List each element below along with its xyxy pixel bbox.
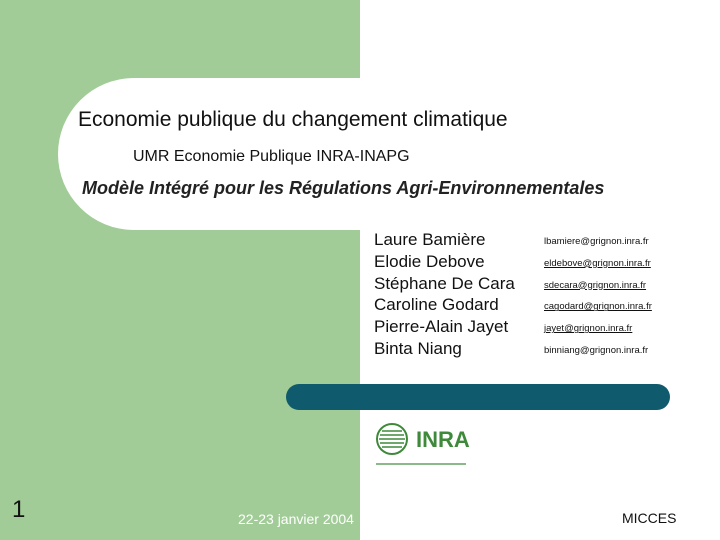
person-name: Laure Bamière <box>374 230 486 249</box>
person-name: Pierre-Alain Jayet <box>374 317 509 337</box>
person-email: lbamiere@grignon.inra.fr <box>544 236 649 247</box>
inra-logo <box>374 417 470 473</box>
inra-logo-icon <box>374 417 470 473</box>
person-name: Elodie Debove <box>374 251 485 271</box>
person-email-link[interactable]: jayet@grignon.inra.fr <box>544 323 633 335</box>
svg-text:INRA: INRA <box>416 427 470 452</box>
person-email: binniang@grignon.inra.fr <box>544 344 649 356</box>
footer-date: 22-23 janvier 2004 <box>238 511 354 527</box>
model-title: Modèle Intégré pour les Régulations Agri-Environnementales <box>82 178 605 198</box>
person-name: Binta Niang <box>374 338 462 358</box>
person-email-link[interactable]: sdecara@grignon.inra.fr <box>544 279 647 291</box>
person-email-link[interactable]: cagodard@grignon.inra.fr <box>544 301 652 313</box>
person-name: Stéphane De Cara <box>374 273 515 293</box>
slide-subtitle: UMR Economie Publique INRA-INAPG <box>133 148 410 165</box>
list-item <box>374 339 674 361</box>
slide-title: Economie publique du changement climatique <box>78 108 508 131</box>
list-item <box>374 295 674 317</box>
blue-accent-bar <box>286 384 670 410</box>
list-item <box>374 230 674 252</box>
footer-label: MICCES <box>622 510 677 526</box>
list-item <box>374 274 674 296</box>
people-list <box>374 230 674 361</box>
list-item <box>374 252 674 274</box>
list-item <box>374 317 674 339</box>
person-email-link[interactable]: eldebove@grignon.inra.fr <box>544 257 651 269</box>
slide-number: 1 <box>12 496 26 523</box>
person-name: Caroline Godard <box>374 295 499 315</box>
